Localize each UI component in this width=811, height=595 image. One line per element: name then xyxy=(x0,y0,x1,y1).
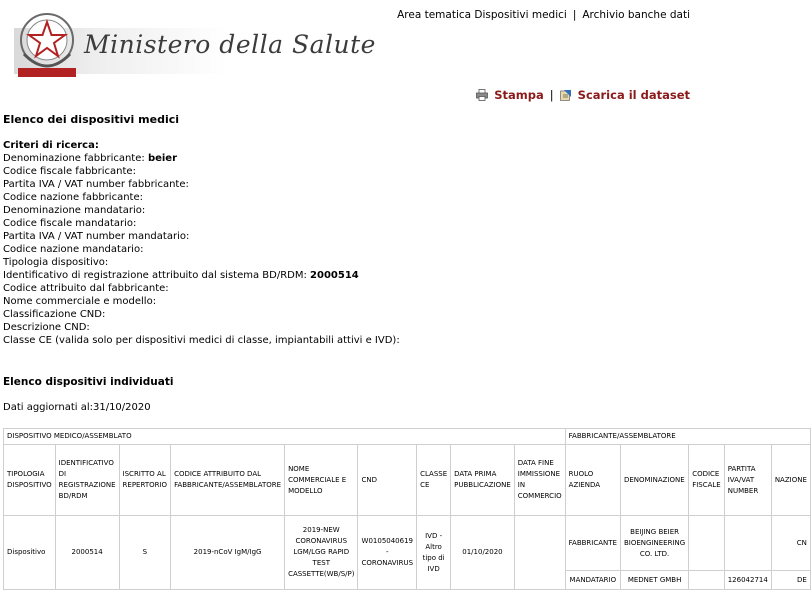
cell-nome-commerciale: 2019-NEW CORONAVIRUS LGM/LGG RAPID TEST CASSETTE(WB/S/P) xyxy=(285,516,358,590)
download-dataset-icon[interactable] xyxy=(560,89,572,101)
cell-data-fine xyxy=(514,516,565,590)
actions-separator: | xyxy=(549,88,554,102)
criteria-item: Codice fiscale fabbricante: xyxy=(3,166,136,177)
cell-identificativo[interactable]: 2000514 xyxy=(55,516,119,590)
criteria-heading: Criteri di ricerca: xyxy=(3,140,99,151)
page-title: Elenco dei dispositivi medici xyxy=(3,113,180,126)
print-button[interactable]: Stampa xyxy=(494,88,544,102)
col-identificativo: IDENTIFICATIVO DI REGISTRAZIONE BD/RDM xyxy=(55,445,119,516)
cell-iscritto: S xyxy=(119,516,171,590)
criteria-item: Partita IVA / VAT number mandatario: xyxy=(3,231,190,242)
data-updated-date: Dati aggiornati al:31/10/2020 xyxy=(3,402,151,413)
cell-denominazione: BEIJING BEIER BIOENGINEERING CO. LTD. xyxy=(620,516,688,571)
printer-icon[interactable] xyxy=(476,89,488,101)
criteria-item: Codice fiscale mandatario: xyxy=(3,218,137,229)
criteria-item: Codice nazione fabbricante: xyxy=(3,192,143,203)
col-codice-attribuito: CODICE ATTRIBUITO DAL FABBRICANTE/ASSEMBLATORE xyxy=(171,445,285,516)
group-device-header: DISPOSITIVO MEDICO/ASSEMBLATO xyxy=(4,429,566,445)
results-title: Elenco dispositivi individuati xyxy=(3,376,174,388)
criteria-value: 2000514 xyxy=(310,270,359,281)
link-dispositivi-medici[interactable]: Area tematica Dispositivi medici xyxy=(397,9,567,21)
link-separator: | xyxy=(572,9,577,21)
group-manufacturer-header: FABBRICANTE/ASSEMBLATORE xyxy=(565,429,810,445)
link-archivio-banche-dati[interactable]: Archivio banche dati xyxy=(582,9,690,21)
criteria-item: Denominazione fabbricante: beier xyxy=(3,153,178,164)
table-column-header xyxy=(4,445,811,516)
criteria-item: Classe CE (valida solo per dispositivi medici di classe, impiantabili attivi e IVD): xyxy=(3,335,400,346)
criteria-item: Tipologia dispositivo: xyxy=(3,257,109,268)
cell-ruolo: FABBRICANTE xyxy=(565,516,620,571)
cell-data-prima: 01/10/2020 xyxy=(451,516,515,590)
cell-tipologia: Dispositivo xyxy=(4,516,56,590)
col-nazione: NAZIONE xyxy=(771,445,810,516)
criteria-item: Codice nazione mandatario: xyxy=(3,244,144,255)
col-iscritto: ISCRITTO AL REPERTORIO xyxy=(119,445,171,516)
criteria-item: Denominazione mandatario: xyxy=(3,205,146,216)
criteria-item: Identificativo di registrazione attribuito dal sistema BD/RDM: 2000514 xyxy=(3,270,359,281)
col-denominazione: DENOMINAZIONE xyxy=(620,445,688,516)
col-data-prima: DATA PRIMA PUBBLICAZIONE xyxy=(451,445,515,516)
logo-text: Ministero della Salute xyxy=(84,30,376,59)
cell-classe-ce: IVD - Altro tipo di IVD xyxy=(417,516,451,590)
italian-emblem-icon xyxy=(14,8,80,80)
criteria-value: beier xyxy=(147,153,178,164)
col-partita-iva: PARTITA IVA/VAT NUMBER xyxy=(724,445,771,516)
ministry-logo[interactable] xyxy=(14,8,376,80)
cell-partita-iva: 126042714 xyxy=(724,571,771,590)
cell-nazione: CN xyxy=(771,516,810,571)
col-tipologia: TIPOLOGIA DISPOSITIVO xyxy=(4,445,56,516)
col-nome-commerciale: NOME COMMERCIALE E MODELLO xyxy=(285,445,358,516)
top-links xyxy=(397,9,690,21)
cell-nazione: DE xyxy=(771,571,810,590)
col-data-fine: DATA FINE IMMISSIONE IN COMMERCIO xyxy=(514,445,565,516)
criteria-item: Partita IVA / VAT number fabbricante: xyxy=(3,179,189,190)
criteria-item: Descrizione CND: xyxy=(3,322,90,333)
criteria-item: Classificazione CND: xyxy=(3,309,106,320)
col-codice-fiscale: CODICE FISCALE xyxy=(689,445,725,516)
actions-bar xyxy=(476,88,690,102)
cell-ruolo: MANDATARIO xyxy=(565,571,620,590)
table-row xyxy=(4,516,811,571)
cell-partita-iva xyxy=(724,516,771,571)
col-classe-ce: CLASSE CE xyxy=(417,445,451,516)
col-cnd: CND xyxy=(358,445,417,516)
cell-codice-fiscale xyxy=(689,571,725,590)
download-dataset-button[interactable]: Scarica il dataset xyxy=(577,88,690,102)
cell-cnd: W0105040619 - CORONAVIRUS xyxy=(358,516,417,590)
search-criteria xyxy=(3,139,400,347)
col-ruolo: RUOLO AZIENDA xyxy=(565,445,620,516)
results-table xyxy=(3,428,811,590)
table-group-header xyxy=(4,429,811,445)
cell-codice-attribuito: 2019-nCoV IgM/IgG xyxy=(171,516,285,590)
criteria-item: Codice attribuito dal fabbricante: xyxy=(3,283,169,294)
criteria-item: Nome commerciale e modello: xyxy=(3,296,157,307)
cell-denominazione: MEDNET GMBH xyxy=(620,571,688,590)
cell-codice-fiscale xyxy=(689,516,725,571)
